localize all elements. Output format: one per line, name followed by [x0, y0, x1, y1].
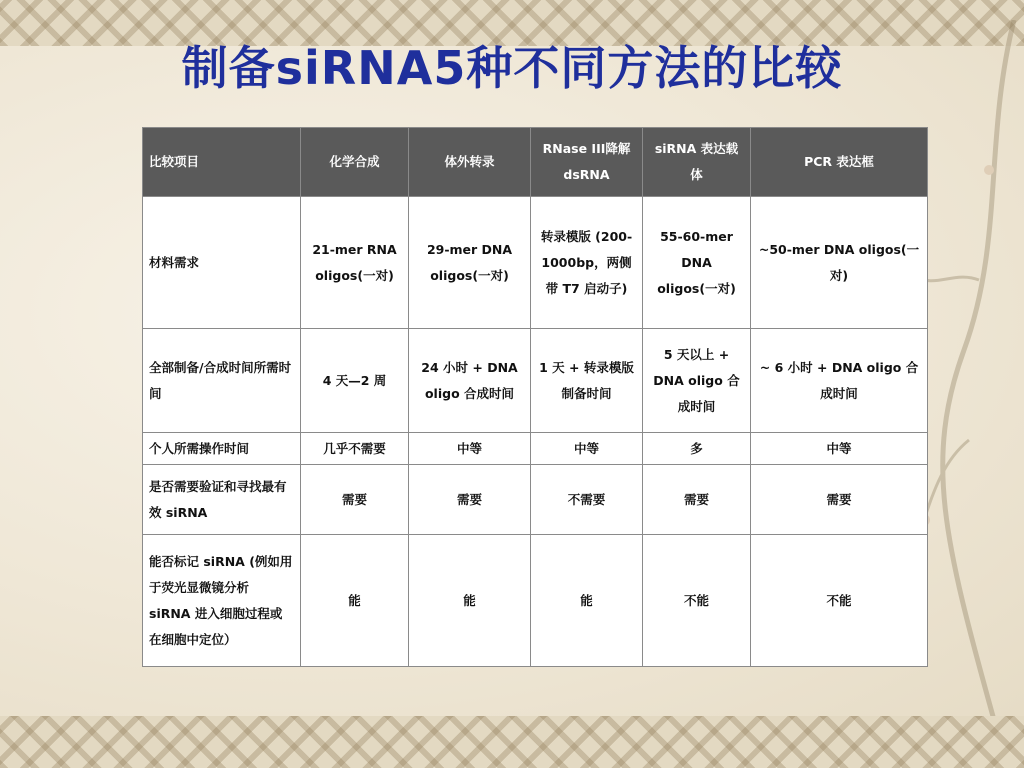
row-label: 是否需要验证和寻找最有效 siRNA: [143, 465, 301, 535]
table-cell: 不需要: [531, 465, 643, 535]
table-cell: 需要: [751, 465, 928, 535]
table-row: [143, 535, 928, 667]
table-cell: 几乎不需要: [301, 433, 409, 465]
header-sirna-expression-vector: siRNA 表达载体: [643, 128, 751, 197]
table-cell: 21-mer RNA oligos(一对): [301, 197, 409, 329]
table-row: [143, 465, 928, 535]
table-cell: 中等: [751, 433, 928, 465]
row-label: 能否标记 siRNA (例如用于荧光显微镜分析 siRNA 进入细胞过程或在细胞中定位）: [143, 535, 301, 667]
table-cell: 需要: [643, 465, 751, 535]
table-cell: 多: [643, 433, 751, 465]
table-cell: 1 天 + 转录模版制备时间: [531, 329, 643, 433]
table-cell: 24 小时 + DNA oligo 合成时间: [409, 329, 531, 433]
table-cell: 能: [409, 535, 531, 667]
table-row: [143, 329, 928, 433]
table-cell: 能: [301, 535, 409, 667]
comparison-table: [142, 127, 928, 667]
table-cell: ~50-mer DNA oligos(一对): [751, 197, 928, 329]
header-pcr-expression-cassette: PCR 表达框: [751, 128, 928, 197]
table-cell: 不能: [751, 535, 928, 667]
row-label: 全部制备/合成时间所需时间: [143, 329, 301, 433]
header-rnase-iii-dsrna: RNase III降解 dsRNA: [531, 128, 643, 197]
table-cell: 需要: [409, 465, 531, 535]
table-cell: 能: [531, 535, 643, 667]
table-cell: 中等: [409, 433, 531, 465]
header-chemical-synthesis: 化学合成: [301, 128, 409, 197]
table-cell: 中等: [531, 433, 643, 465]
table-row: [143, 433, 928, 465]
table-cell: 29-mer DNA oligos(一对): [409, 197, 531, 329]
row-label: 个人所需操作时间: [143, 433, 301, 465]
table-row: [143, 197, 928, 329]
slide-title: 制备siRNA5种不同方法的比较: [181, 41, 843, 95]
table-cell: 转录模版 (200-1000bp，两侧带 T7 启动子): [531, 197, 643, 329]
table-cell: 需要: [301, 465, 409, 535]
header-in-vitro-transcription: 体外转录: [409, 128, 531, 197]
table-cell: 5 天以上 + DNA oligo 合成时间: [643, 329, 751, 433]
header-compare-item: 比较项目: [143, 128, 301, 197]
row-label: 材料需求: [143, 197, 301, 329]
table-cell: ~ 6 小时 + DNA oligo 合成时间: [751, 329, 928, 433]
table-cell: 不能: [643, 535, 751, 667]
table-header-row: [143, 128, 928, 197]
table-cell: 55-60-mer DNA oligos(一对): [643, 197, 751, 329]
table-cell: 4 天—2 周: [301, 329, 409, 433]
bottom-decorative-border: [0, 716, 1024, 768]
